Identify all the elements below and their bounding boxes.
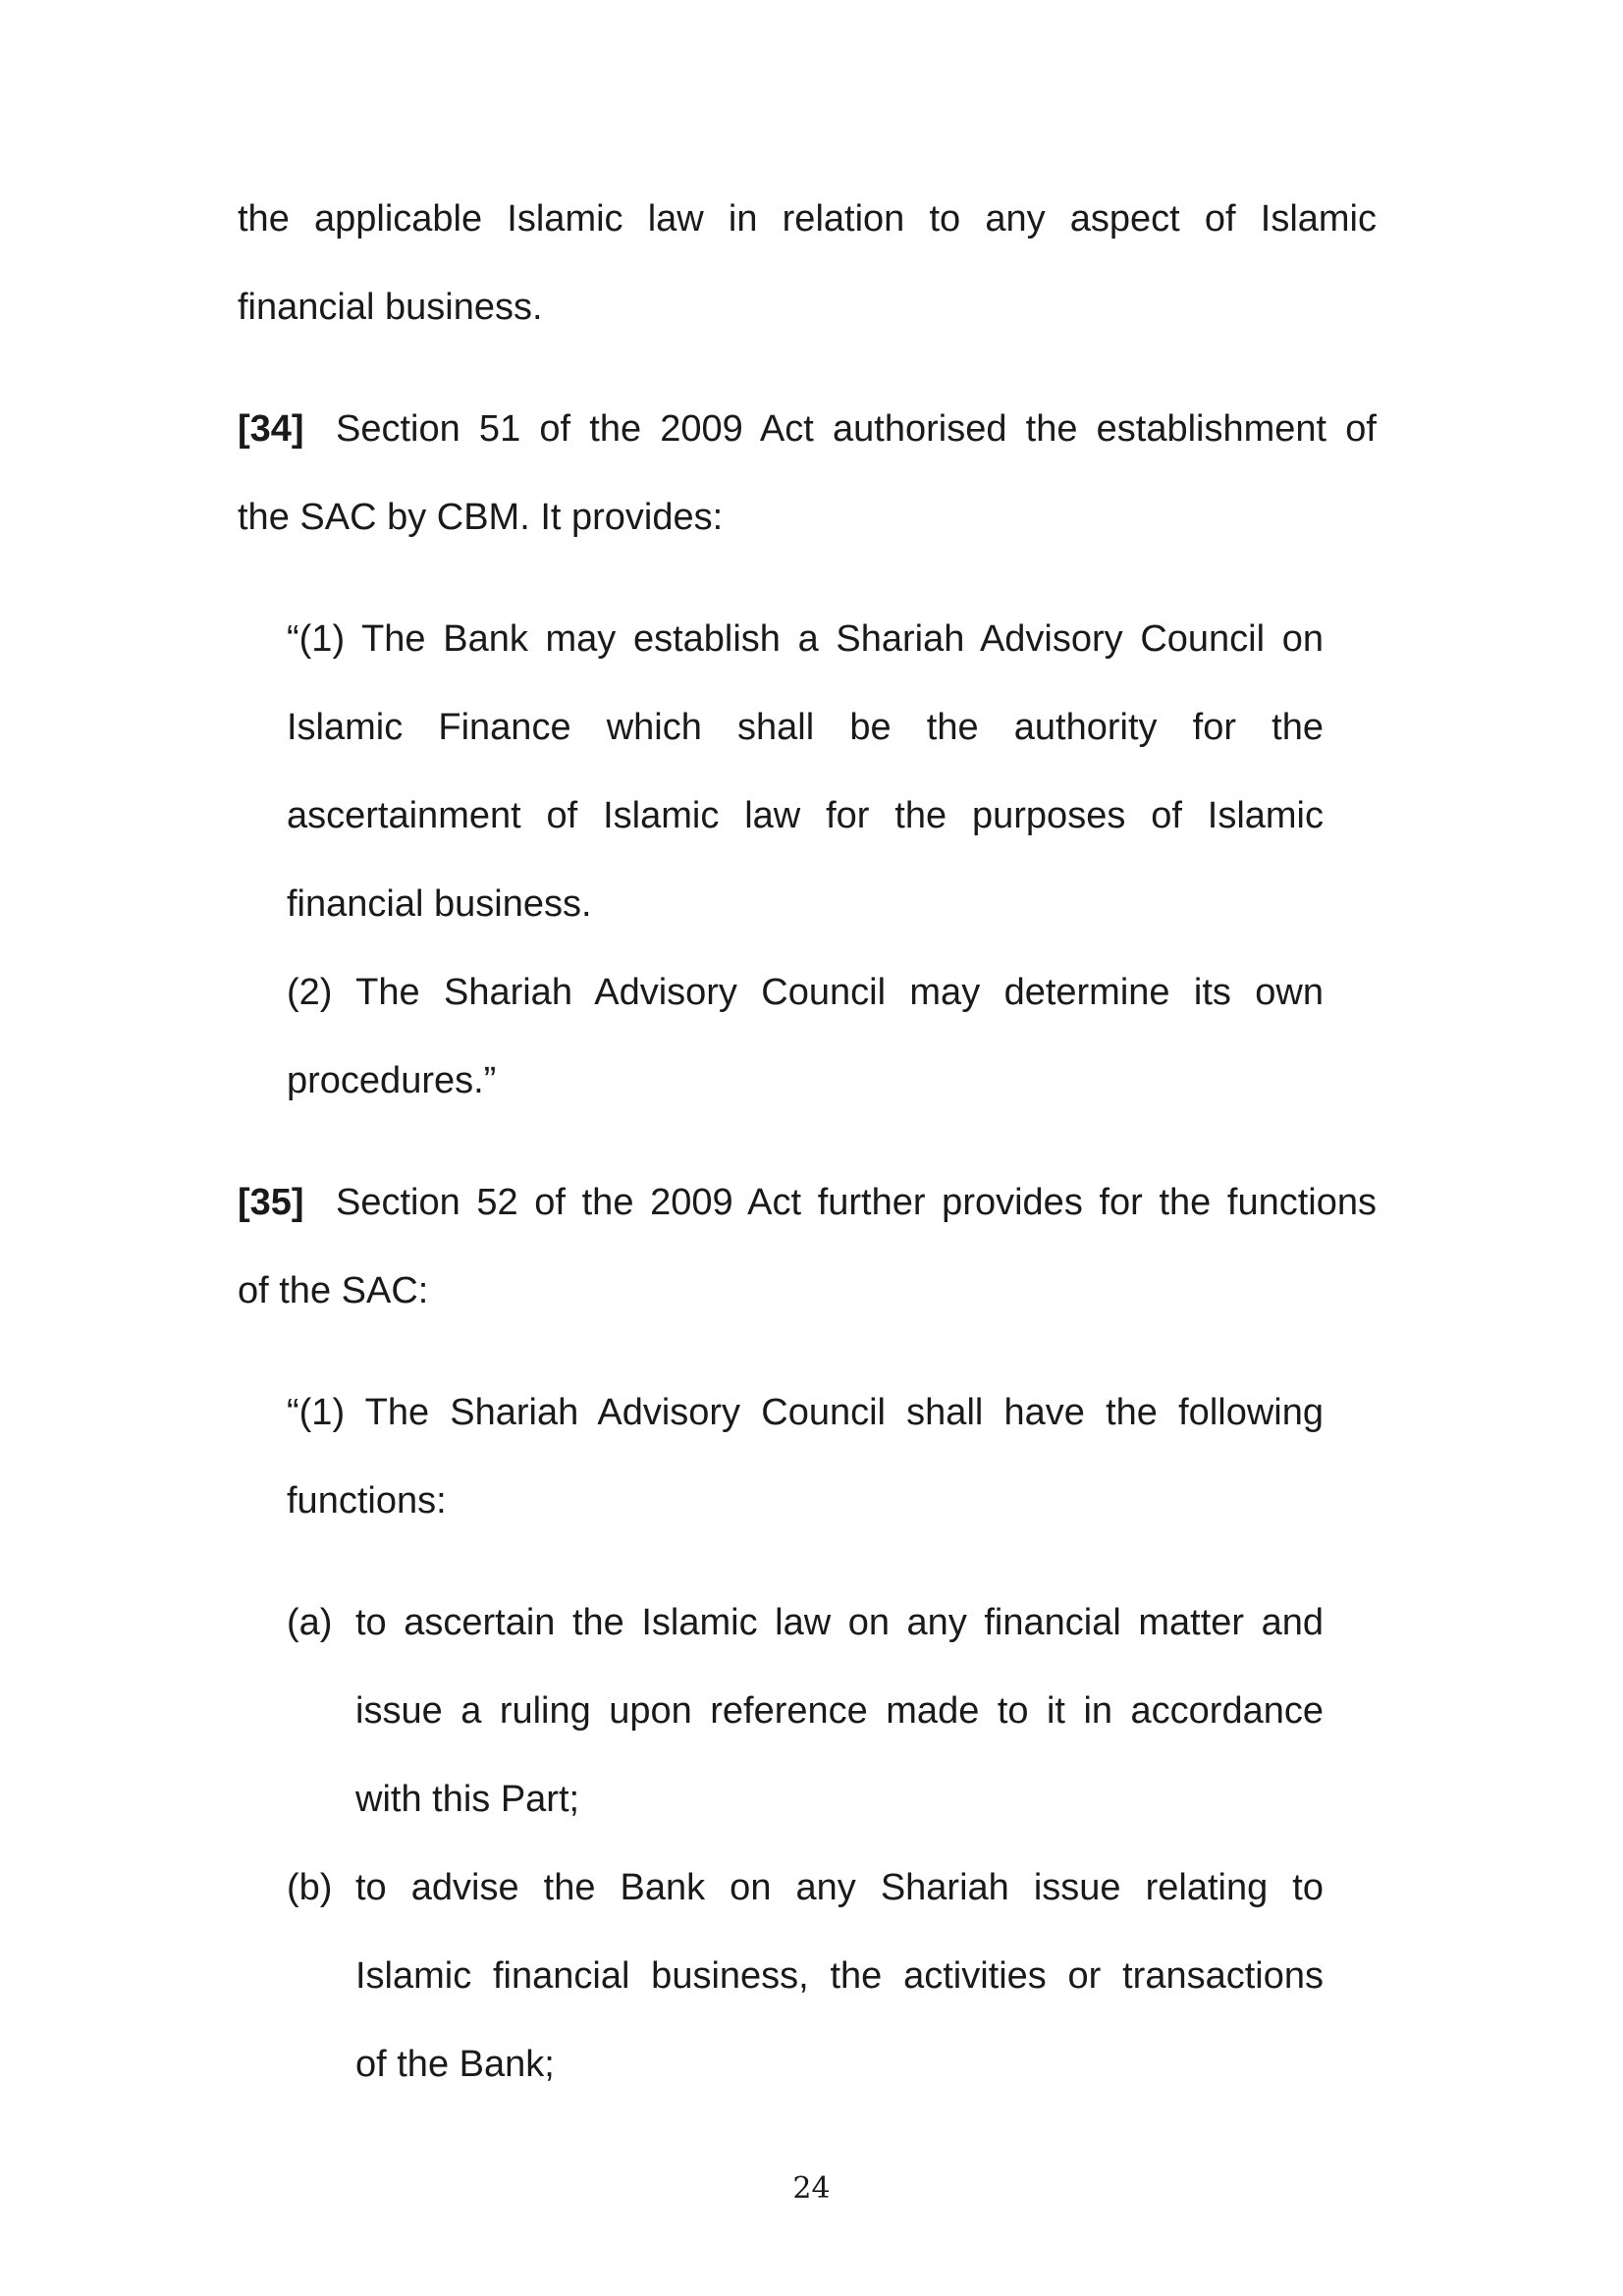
quote-51-line-6: procedures.”: [287, 1060, 497, 1101]
item-b-line-1: to advise the Bank on any Shariah issue relating to: [355, 1867, 1324, 1908]
quote-51-line-4: financial business.: [287, 883, 592, 925]
paragraph-number: [35]: [238, 1182, 304, 1223]
paragraph-number: [34]: [238, 408, 304, 450]
paragraph-35-line-2: of the SAC:: [238, 1270, 429, 1311]
paragraph-35-line-1: Section 52 of the 2009 Act further provides for the functions: [336, 1182, 1377, 1223]
quote-51-line-2: Islamic Finance which shall be the authority for the: [287, 707, 1324, 748]
item-b-line-3: of the Bank;: [355, 2044, 555, 2085]
item-a-line-3: with this Part;: [355, 1779, 580, 1820]
paragraph-34-line-2: the SAC by CBM. It provides:: [238, 497, 724, 538]
intro-line-1: the applicable Islamic law in relation to any aspect of Islamic: [238, 198, 1377, 240]
paragraph-34-line-1: Section 51 of the 2009 Act authorised the establishment of: [336, 408, 1377, 450]
quote-51-line-5: (2) The Shariah Advisory Council may determine its own: [287, 972, 1324, 1013]
list-marker: (a): [287, 1602, 333, 1643]
intro-line-2: financial business.: [238, 287, 543, 328]
item-b-line-2: Islamic financial business, the activities or transactions: [355, 1955, 1324, 1997]
list-marker: (b): [287, 1867, 333, 1908]
quote-52-line-1: “(1) The Shariah Advisory Council shall have the following: [287, 1392, 1324, 1433]
item-a-line-2: issue a ruling upon reference made to it in accordance: [355, 1690, 1324, 1732]
quote-52-line-2: functions:: [287, 1480, 447, 1522]
item-a-line-1: to ascertain the Islamic law on any financial matter and: [355, 1602, 1324, 1643]
page-number: 24: [792, 2171, 831, 2206]
quote-51-line-3: ascertainment of Islamic law for the purposes of Islamic: [287, 795, 1324, 836]
quote-51-line-1: “(1) The Bank may establish a Shariah Advisory Council on: [287, 618, 1324, 660]
